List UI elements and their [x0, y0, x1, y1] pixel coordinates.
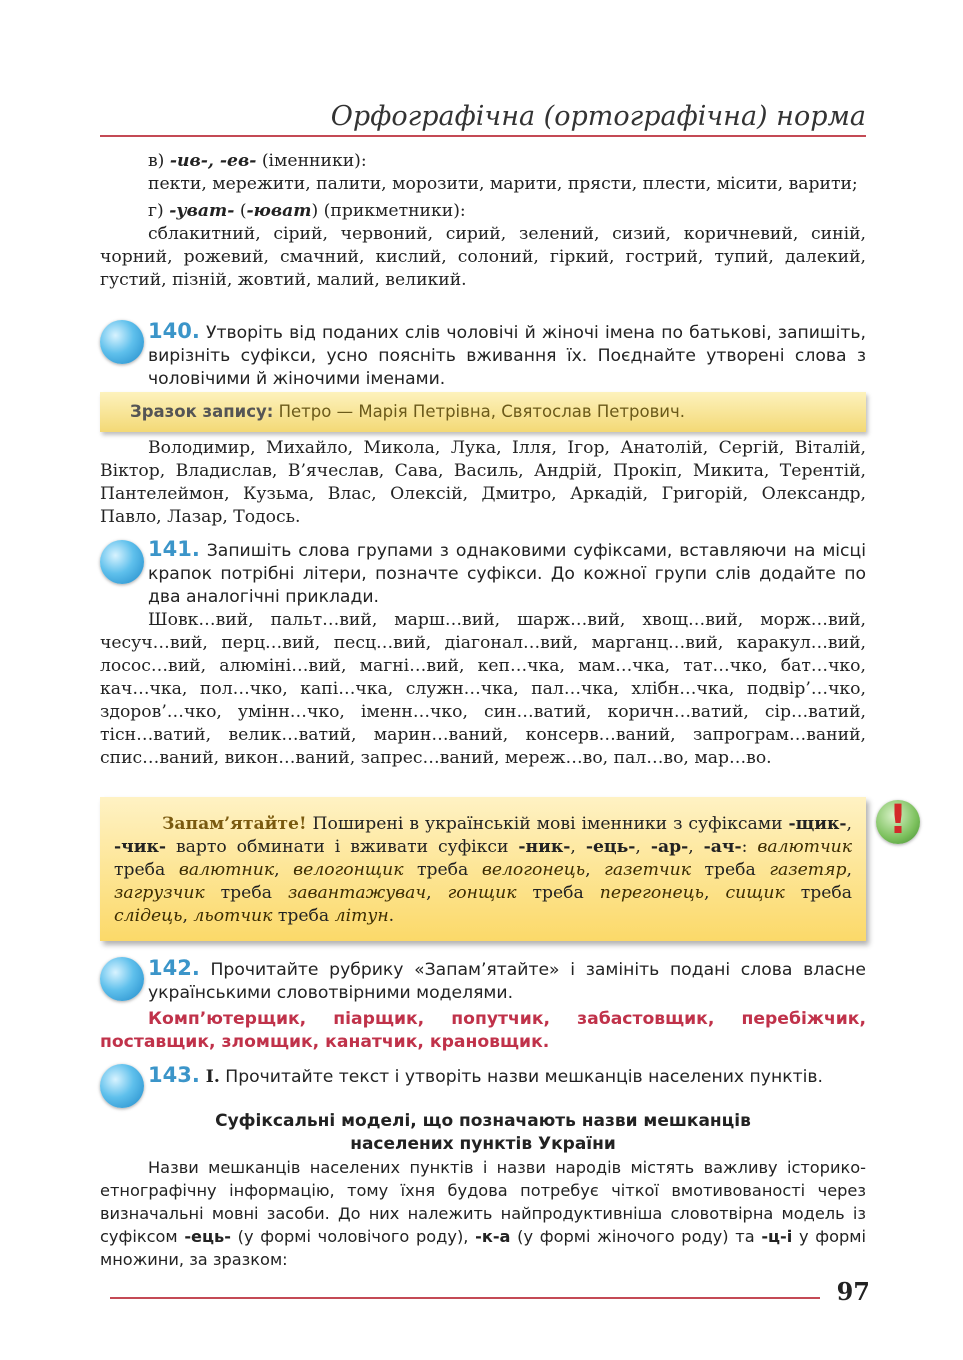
task-140-names: Володимир, Михайло, Микола, Лука, Ілля, Ігор, Анатолій, Сергій, Віталій, Віктор, Владислав, В’ячеслав, Сава, Василь, Андрій, Прокіп, Микита, Терентій, Пантелеймон, Кузьма, Влас, Олексій, Дмитро, Аркадій, Григорій, Олександр, Павло, Лазар, Тодось.	[100, 438, 866, 527]
task-marker-icon	[100, 540, 144, 584]
text-heading-line-2: населених пунктів України	[350, 1134, 616, 1154]
header-divider	[100, 135, 866, 137]
task-140	[148, 320, 866, 391]
intro-g-words: сблакитний, сірий, червоний, сирий, зелений, сизий, коричневий, синій, чорний, рожевий, смачний, кислий, солоний, гіркий, гострий, тупий, далекий, густий, пізній, жовтий, малий, великий.	[100, 224, 866, 290]
intro-block	[100, 150, 866, 292]
sample-label: Зразок запису:	[130, 402, 274, 421]
task-marker-icon	[100, 957, 144, 1001]
task-143-text: Назви мешканців населених пунктів і назви народів містять важливу історико-етнографічну інформацію, тому їхня будова потребує чіткої вмотивованості через визначальні мовні засоби. До них належить найпродуктивніша словотвірна модель із суфіксом -ець- (у формі чоловічого роду), -к-а (у формі жіночого роду) та -ц-і у формі множини, за зразком:	[100, 1158, 866, 1269]
page-header-title: Орфографічна (ортографічна) норма	[330, 101, 866, 132]
sample-text: Петро — Марія Петрівна, Святослав Петрович.	[273, 402, 686, 421]
task-142	[148, 957, 866, 1005]
intro-g-heading: г) -уват- (-юват) (прикметники):	[148, 201, 466, 221]
remember-text: Запам’ятайте! Поширені в українській мові іменники з суфіксами -щик-, -чик- варто обминати і вживати суфікси -ник-, -ець-, -ар-, -ач-: валютчик треба валютник, велогонщик треба велогонець, газетчик треба газетяр, загрузчик треба завантажувач, гонщик треба перегонець, сищик треба слідець, льотчик треба літун.	[114, 814, 853, 926]
task-number: 141.	[148, 537, 200, 561]
task-143-instruction: 143. I. Прочитайте текст і утворіть назви мешканців населених пунктів.	[148, 1063, 823, 1087]
task-number: 142.	[148, 956, 200, 980]
task-number: 143.	[148, 1063, 200, 1087]
intro-v-words: пекти, мережити, палити, морозити, марити, прясти, плести, місити, варити;	[148, 174, 858, 194]
task-marker-icon	[100, 1064, 144, 1108]
exclamation-icon: !	[888, 797, 908, 843]
intro-v-heading: в) -ив-, -ев- (іменники):	[148, 151, 367, 171]
sample-box	[100, 392, 866, 432]
task-143	[148, 1064, 866, 1089]
task-141-words: Шовк…вий, пальт…вий, марш…вий, шарж…вий, хвощ…вий, морж…вий, чесуч…вий, перц…вий, песц…вий, діагонал…вий, марганц…вий, каракул…вий, лосос…вий, алюміні…вий, магні…вий, кеп…чка, мам…чка, тат…чко, бат…чко, кач…чка, пол…чко, капі…чка, служн…чка, пал…чка, хлібн…чка, подвір’…чко, здоров’…чко, умінн…чко, іменн…чко, син…ватий, коричн…ватий, сір…ватий, тісн…ватий, велик…ватий, марин…ваний, консерв…ваний, запрограм…ваний, спис…ваний, викон…ваний, запрес…ваний, мереж…во, пал…во, мар…во.	[100, 610, 866, 768]
text-heading-line-1: Суфіксальні моделі, що позначають назви мешканців	[215, 1111, 751, 1131]
task-141	[148, 538, 866, 609]
page-number: 97	[836, 1277, 870, 1306]
task-141-instruction: 141. Запишіть слова групами з однаковими суфіксами, вставляючи на місці крапок потрібні літери, позначте суфікси. До кожної групи слів додайте по два аналогічні приклади.	[148, 537, 866, 607]
task-marker-icon	[100, 320, 144, 364]
remember-box	[100, 797, 866, 941]
footer-divider	[110, 1297, 820, 1299]
task-140-instruction: 140. Утворіть від поданих слів чоловічі й жіночі імена по батькові, запишіть, вирізніть суфікси, усно поясніть вживання їх. Поєднайте утворені слова з чоловічими й жіночими іменами.	[148, 319, 866, 389]
task-142-words: Комп’ютерщик, піарщик, попутчик, забастовщик, перебіжчик, поставщик, зломщик, канатчик, крановщик.	[100, 1009, 866, 1052]
task-number: 140.	[148, 319, 200, 343]
task-142-instruction: 142. Прочитайте рубрику «Запам’ятайте» і замініть подані слова власне українськими словотвірними моделями.	[148, 956, 866, 1003]
